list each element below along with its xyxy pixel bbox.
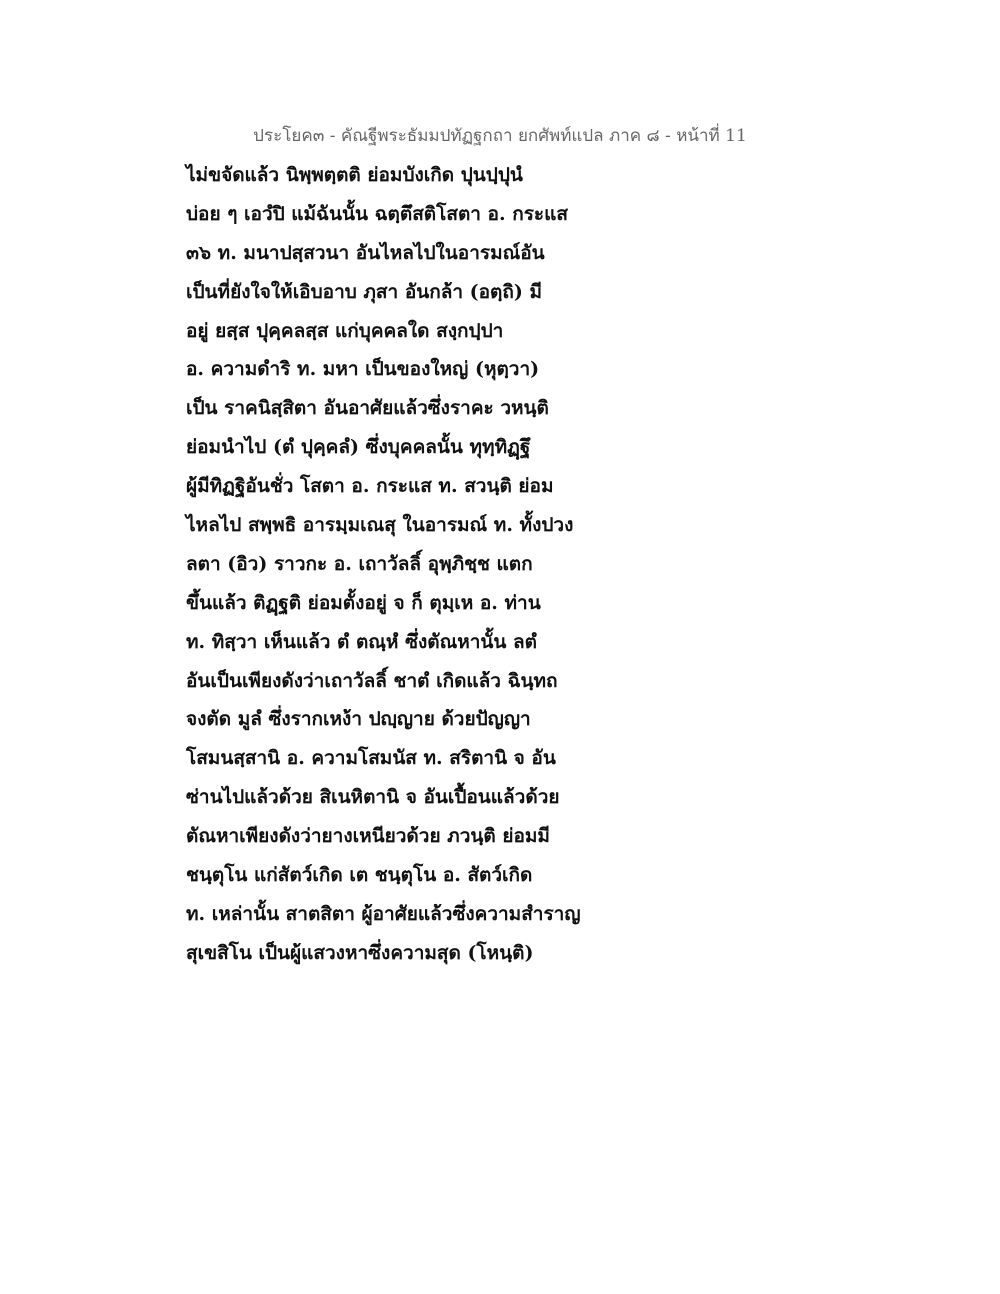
body-text	[186, 156, 606, 973]
text-line: ชนฺตุโน แก่สัตว์เกิด เต ชนฺตุโน อ. สัตว์เกิด	[186, 864, 533, 887]
text-line: อ. ความดำริ ท. มหา เป็นของใหญ่ (หุตฺวา)	[186, 358, 540, 381]
page-header: ประโยค๓ - คัณฐีพระธัมมปทัฏฐกถา ยกศัพท์แปล ภาค ๘ - หน้าที่ 11	[253, 126, 747, 146]
text-line: ตัณหาเพียงดังว่ายางเหนียวด้วย ภวนฺติ ย่อมมี	[186, 825, 550, 848]
text-line: เป็นที่ยังใจให้เอิบอาบ ภุสา อันกล้า (อตฺถิ) มี	[186, 280, 543, 303]
text-line: ซ่านไปแล้วด้วย สิเนหิตานิ จ อันเปื้อนแล้วด้วย	[186, 786, 560, 809]
text-line: ไม่ขจัดแล้ว นิพฺพตฺตติ ย่อมบังเกิด ปุนปฺปุนํ	[186, 164, 523, 186]
text-line: ๓๖ ท. มนาปสฺสวนา อันไหลไปในอารมณ์อัน	[186, 241, 545, 264]
text-line: เป็น ราคนิสฺสิตา อันอาศัยแล้วซึ่งราคะ วหนฺติ	[186, 397, 549, 420]
text-line: โสมนสฺสานิ อ. ความโสมนัส ท. สริตานิ จ อัน	[186, 747, 556, 770]
text-line: อยู่ ยสฺส ปุคฺคลสฺส แก่บุคคลใด สงฺกปฺปา	[186, 319, 504, 342]
text-line: ขึ้นแล้ว ติฏฺฐติ ย่อมตั้งอยู่ จ ก็ ตุมฺเห อ. ท่าน	[186, 591, 541, 614]
text-line: ท. ทิสฺวา เห็นแล้ว ตํ ตณฺหํ ซึ่งตัณหานั้น ลตํ	[186, 630, 537, 653]
text-line: สุเขสิโน เป็นผู้แสวงหาซึ่งความสุด (โหนฺติ)	[186, 941, 534, 964]
text-line: อันเป็นเพียงดังว่าเถาวัลลิ์ ชาตํ เกิดแล้ว ฉินฺทถ	[186, 669, 558, 692]
text-line: ลตา (อิว) ราวกะ อ. เถาวัลลิ์ อุพฺภิชฺช แตก	[186, 552, 533, 575]
text-line: ผู้มีทิฏฐิอันชั่ว โสตา อ. กระแส ท. สวนฺติ ย่อม	[186, 475, 554, 498]
text-line: จงตัด มูลํ ซึ่งรากเหง้า ปญฺญาย ด้วยปัญญา	[186, 708, 531, 731]
text-line: บ่อย ๆ เอวํปิ แม้ฉันนั้น ฉตฺตึสติโสตา อ. กระแส	[186, 202, 568, 225]
text-line: ย่อมนำไป (ตํ ปุคฺคลํ) ซึ่งบุคคลนั้น ทุทฺทิฏฺฐึ	[186, 436, 531, 459]
text-line: ไหลไป สพฺพธิ อารมฺมเณสุ ในอารมณ์ ท. ทั้งปวง	[186, 514, 574, 537]
text-line: ท. เหล่านั้น สาตสิตา ผู้อาศัยแล้วซึ่งความสำราญ	[186, 902, 581, 925]
